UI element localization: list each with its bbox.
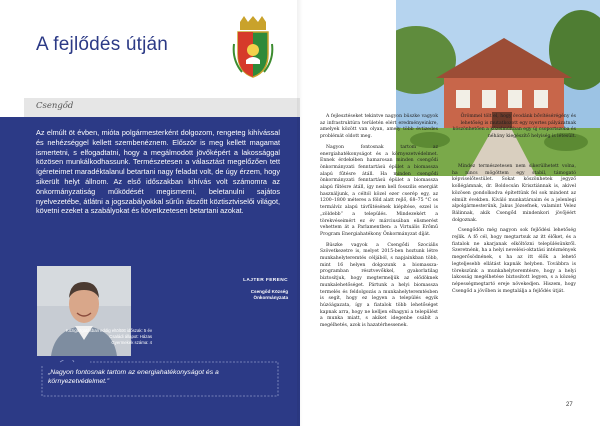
person-role	[136, 289, 288, 301]
page-title: A fejlődés útján	[36, 34, 169, 55]
article-column-1	[320, 114, 438, 334]
article-column-2-intro	[452, 114, 576, 145]
person-role-line1: Csengőd Község	[250, 289, 288, 294]
col2-paragraph: Csengődön még nagyon sok fejlődési lehetőség rejlik. A fő cél, hogy megtartsuk az itt élőket, és a fiatalok ne akarjanak elköltözni településünkről. Szeretnénk, ha a helyi nevelési-oktatási intézmények megerősödnének, s ha az itt élők a lehető legteljesebb ellátást kapnák helyben. Továbbra is törekszünk a munkahelyteremtésre, hogy a helyi lakosság megélhetése biztosított legyen, s a község népességmegtartó ereje növekedjen. Hiszem, hogy Csengőd a jövőben is megtalálja a fejlődés útját.	[452, 228, 576, 294]
intro-text: Az elmúlt öt évben, mióta polgármesterként dolgozom, rengeteg kihívással és nehézséggel kellett szembenéznem. Először is meg kellett magamat ismertetni, s elfogadtatni, hogy a megálmodott jövőképért a lakossággal közösen munkálkodhassunk. Természetesen a választást megelőzően tett ígéreteimet maradéktalanul betartani nagy feladat volt, de úgy érzem, hogy sikerült helyt állnom. Az első időszakban kihívás volt számomra az önkormányzatiság működését megismerni, beletanulni sajátos nyelvezetébe, átlátni a jogszabályokkal sűrűn átszőtt köztisztviselői világot, követni ezeket a szabályokat és követkzetesen betartani azokat.	[36, 128, 280, 216]
person-stats	[20, 328, 152, 347]
col1-paragraph: A fejlesztéseket tekintve nagyon büszke vagyok az infrastruktúra területén elért eredményeinkre, amelyek között van olyan, amely több évtizedes problémát oldott meg.	[320, 114, 438, 140]
person-info	[136, 278, 288, 301]
col1-paragraph: Nagyon fontosnak tartom az energiahatékonyságot és a környezetvédelmet. Ennek érdekében hamarosan minden csengődi önkormányzati fenntartású épület a biomassza alapú fűtésre átáll. Ha minden csengődi önkormányzati fenntartású épület a biomassza alapú fűtésre átáll, így nem kell fosszilis energiát használjunk, a céltól közel ezer cserép egy, az 1200–1800 méteres a föld alatt rejlő, 68–75 °C os termálvíz alapú távfűtésének kiépítése, ezzel is „zöldebb” a település. Mindezekért a törekvéseimért ez év márciusában elismerést vehettem át a Parlamentben: a Virtuális Erőmű Program Energiahatékony Önkormányzat díját.	[320, 144, 438, 237]
person-role-line2: Önkormányzata	[253, 295, 288, 300]
coat-of-arms-icon	[232, 16, 274, 78]
gutter-shadow	[297, 0, 303, 426]
person-name: LAJTER FERENC	[243, 278, 288, 283]
town-name: Csengőd	[36, 101, 74, 111]
page-number: 27	[566, 402, 573, 408]
pull-quote: „Nagyon fontosnak tartom az energiahatékonyságot és a környezetvédelmet.”	[48, 369, 219, 385]
col2-intro-paragraph: Örömmel tölt el, hogy óvodánk bővítésérégény és lehetőség is mutatkozott egy nyertes pályázatnak köszönhetően a közelmúltban egy új csoportszoba és néhány kiegészítő helyiség is létesült.	[452, 114, 576, 140]
stat-marital: Családi állapot: Házas	[109, 334, 152, 340]
col1-paragraph: Büszke vagyok a Csengődi Szociális Szövetkezetre is, melyet 2015-ben hoztunk létre munkahelyteremtés céljából, s napjainkban több, mint 16 helyen dolgozunk a biomassza-programban résztvevőkkel, gyakorlatilag biztosítjuk, hogy megtermeljük az elődöknek munkalehetőséget. Pártunk a helyi biomassza termelés és feldolgozás a munkahelyteremtésben is segít, hogy ez legyen a település egyik húzóágazata, így a fiatalok több lehetőséget kapnak arra, hogy ne kelljen elhagyni a települést a munka miatt, s akiket idegenbe csábít a megélhetés, azok is hazatérhessenek.	[320, 242, 438, 329]
col2-paragraph: Mindez természetesen nem sikerülhetett volna, ha nincs mögöttem egy stabil, támogató képviselőtestület. Sokat köszönhetek jegyző kollégámnak, dr. Boldocsán Krisztiánnak is, akivel közösen gondolkodva építettünk fel sok mindent az elmúlt években. Kiváló munkatársaim és a jelenlegi alpolgármesterünk, Jakus Józsefnek, valamint Velez Bálinnak, akik Csengőd mindenkori jövőjéért dolgoznak.	[452, 164, 576, 223]
article-column-2	[452, 164, 576, 299]
stat-children: Gyermekek száma: 4	[111, 340, 152, 346]
stat-admin-years: Közigazgatásban eddig eltöltött időszak: 5 év	[66, 328, 152, 333]
